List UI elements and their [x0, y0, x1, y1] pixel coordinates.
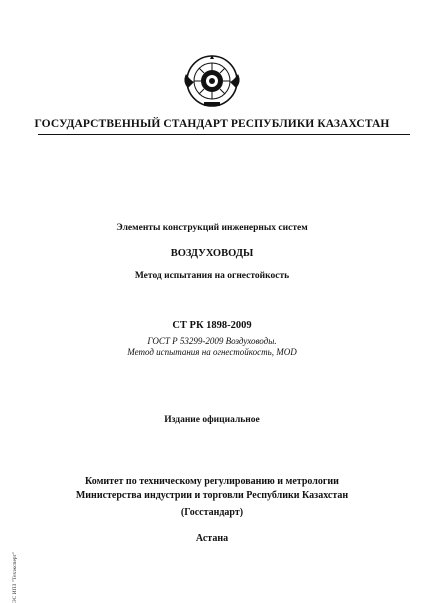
standard-code: СТ РК 1898-2009: [172, 320, 252, 331]
subject-line: Элементы конструкций инженерных систем: [116, 223, 308, 233]
publisher-line-1: Комитет по техническому регулированию и метрологии: [85, 476, 339, 487]
subtitle: Метод испытания на огнестойкость: [134, 271, 290, 281]
city-label: Астана: [195, 533, 229, 544]
edition-label: Издание официальное: [164, 415, 260, 425]
title-divider: [38, 134, 410, 135]
equivalence-line-2: Метод испытания на огнестойкость, MOD: [127, 347, 297, 357]
publisher-line-2: Министерства индустрии и торговли Республики Казахстан: [75, 490, 349, 501]
publisher-line-3: (Госстандарт): [180, 507, 244, 518]
state-emblem-icon: [178, 54, 246, 108]
side-note: ЭС ИПЗ "Техэксперт": [12, 551, 18, 603]
equivalence-line-1: ГОСТ Р 53299-2009 Воздуховоды.: [147, 336, 277, 346]
main-title: ВОЗДУХОВОДЫ: [170, 248, 254, 259]
standard-title: ГОСУДАРСТВЕННЫЙ СТАНДАРТ РЕСПУБЛИКИ КАЗАХСТАН: [34, 118, 390, 130]
